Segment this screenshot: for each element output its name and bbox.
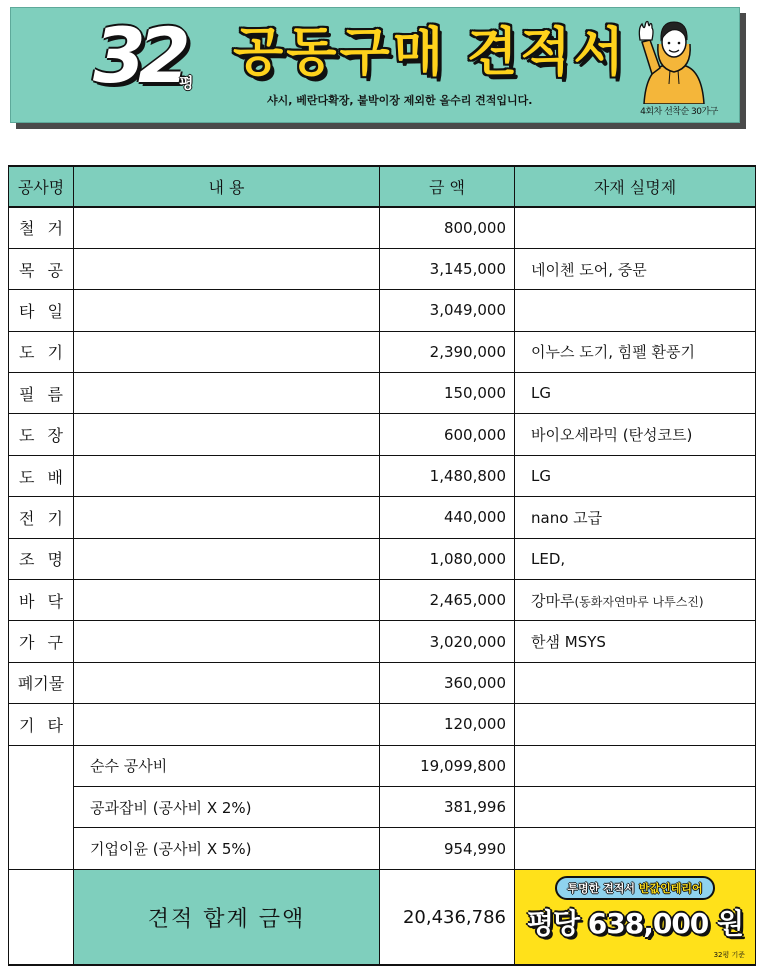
row-content	[74, 621, 380, 662]
row-category: 도 장	[9, 414, 74, 455]
row-amount: 1,480,800	[380, 455, 515, 496]
page-title: 공동구매 견적서	[233, 23, 627, 83]
row-content	[74, 455, 380, 496]
row-category: 전 기	[9, 497, 74, 538]
row-amount: 2,390,000	[380, 331, 515, 372]
row-materials	[515, 704, 756, 745]
row-content	[74, 662, 380, 703]
table-row	[9, 621, 756, 662]
table-row	[9, 248, 756, 289]
subtotal-materials	[515, 828, 756, 869]
row-materials: 한샘 MSYS	[515, 621, 756, 662]
row-category: 타 일	[9, 290, 74, 331]
header-amount: 금 액	[380, 166, 515, 207]
row-amount: 2,465,000	[380, 580, 515, 621]
row-amount: 440,000	[380, 497, 515, 538]
subtotal-category-cell	[9, 745, 74, 869]
row-amount: 3,145,000	[380, 248, 515, 289]
row-amount: 3,049,000	[380, 290, 515, 331]
row-content	[74, 290, 380, 331]
promo-tag-part2: 반값인테리어	[638, 881, 703, 895]
table-row	[9, 331, 756, 372]
row-amount: 3,020,000	[380, 621, 515, 662]
row-category: 폐기물	[9, 662, 74, 703]
total-label: 견적 합계 금액	[74, 869, 380, 965]
header-category: 공사명	[9, 166, 74, 207]
table-header-row	[9, 166, 756, 207]
promo-tag-part1: 투명한 견적서	[567, 881, 635, 895]
row-amount: 1,080,000	[380, 538, 515, 579]
subtotal-label: 순수 공사비	[74, 745, 380, 786]
total-amount: 20,436,786	[380, 869, 515, 965]
subtotal-amount: 19,099,800	[380, 745, 515, 786]
row-category: 바 닥	[9, 580, 74, 621]
row-materials: 이누스 도기, 힘펠 환풍기	[515, 331, 756, 372]
subtotal-materials	[515, 786, 756, 827]
waving-person-illustration	[636, 14, 712, 104]
row-amount: 800,000	[380, 207, 515, 248]
materials-detail: (동화자연마루 나투스진)	[574, 594, 704, 609]
promo-tag	[555, 876, 714, 900]
row-materials: LED,	[515, 538, 756, 579]
row-materials	[515, 290, 756, 331]
row-materials: 바이오세라믹 (탄성코트)	[515, 414, 756, 455]
materials-main: 강마루	[531, 591, 575, 610]
row-content	[74, 248, 380, 289]
subtotal-amount: 381,996	[380, 786, 515, 827]
subtotal-row	[9, 786, 756, 827]
estimate-table	[8, 165, 756, 966]
table-row	[9, 662, 756, 703]
total-category-cell	[9, 869, 74, 965]
row-materials: nano 고급	[515, 497, 756, 538]
row-category: 도 배	[9, 455, 74, 496]
subtotal-label: 공과잡비 (공사비 X 2%)	[74, 786, 380, 827]
row-materials: LG	[515, 373, 756, 414]
row-materials	[515, 662, 756, 703]
table-row	[9, 207, 756, 248]
row-category: 도 기	[9, 331, 74, 372]
pyeong-number: 32	[93, 11, 183, 100]
row-category: 조 명	[9, 538, 74, 579]
total-row	[9, 869, 756, 965]
batch-note: 4회차 선착순 30가구	[640, 107, 718, 117]
table-row	[9, 580, 756, 621]
promo-banner	[515, 869, 756, 965]
row-category: 필 름	[9, 373, 74, 414]
subtotal-label: 기업이윤 (공사비 X 5%)	[74, 828, 380, 869]
row-materials: LG	[515, 455, 756, 496]
subtotal-row	[9, 828, 756, 869]
header-banner	[10, 7, 740, 123]
row-content	[74, 704, 380, 745]
table-row	[9, 538, 756, 579]
header-materials: 자재 실명제	[515, 166, 756, 207]
subtotal-amount: 954,990	[380, 828, 515, 869]
table-row	[9, 373, 756, 414]
row-category: 가 구	[9, 621, 74, 662]
row-content	[74, 331, 380, 372]
page-subtitle: 샤시, 베란다확장, 붙박이장 제외한 올수리 견적입니다.	[267, 94, 533, 107]
row-materials	[515, 580, 756, 621]
promo-price: 평당 638,000 원	[526, 906, 744, 940]
row-content	[74, 373, 380, 414]
row-amount: 150,000	[380, 373, 515, 414]
table-row	[9, 290, 756, 331]
row-amount: 360,000	[380, 662, 515, 703]
subtotal-row	[9, 745, 756, 786]
row-category: 목 공	[9, 248, 74, 289]
row-content	[74, 538, 380, 579]
row-content	[74, 580, 380, 621]
row-amount: 600,000	[380, 414, 515, 455]
row-content	[74, 414, 380, 455]
row-materials: 네이첸 도어, 중문	[515, 248, 756, 289]
table-row	[9, 414, 756, 455]
row-category: 철 거	[9, 207, 74, 248]
row-content	[74, 207, 380, 248]
header-content: 내 용	[74, 166, 380, 207]
table-row	[9, 455, 756, 496]
row-amount: 120,000	[380, 704, 515, 745]
row-category: 기 타	[9, 704, 74, 745]
row-materials	[515, 207, 756, 248]
row-content	[74, 497, 380, 538]
table-row	[9, 497, 756, 538]
promo-basis: 32평 기준	[713, 951, 745, 960]
subtotal-materials	[515, 745, 756, 786]
pyeong-unit: 평	[179, 74, 194, 92]
table-row	[9, 704, 756, 745]
